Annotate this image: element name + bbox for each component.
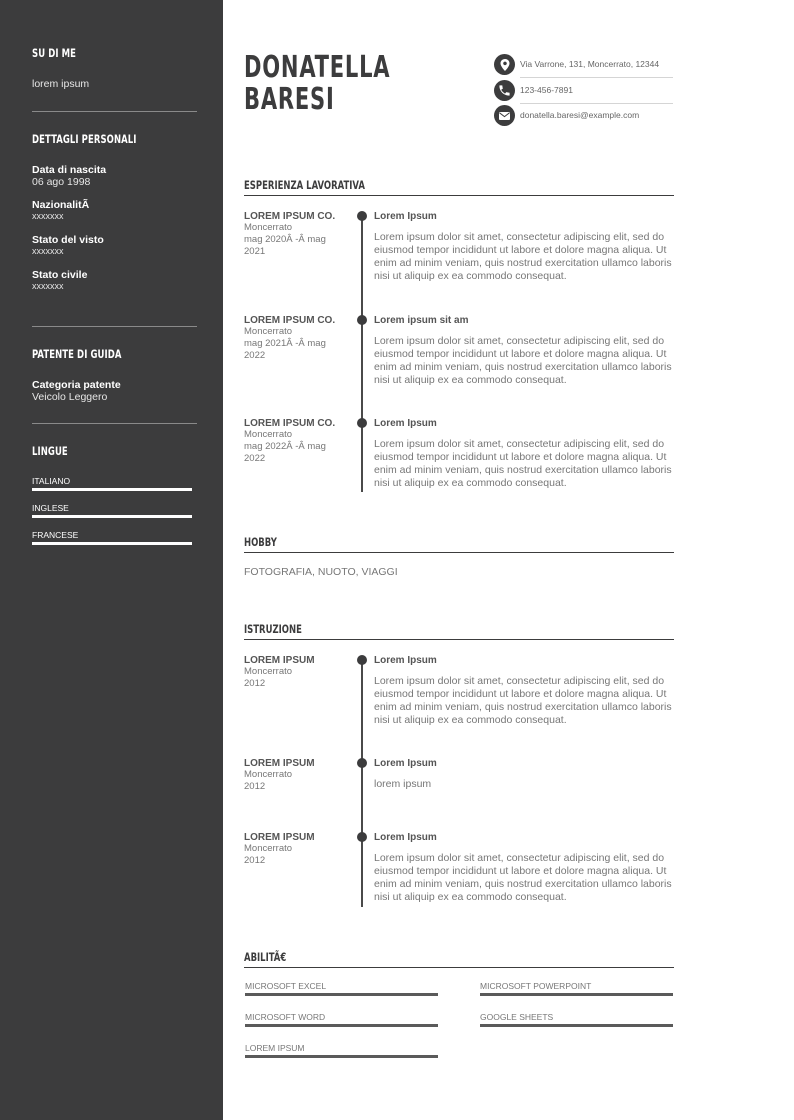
company-name: LOREM IPSUM CO. [244, 211, 336, 222]
graduation-year: 2012 [244, 855, 266, 866]
about-title: SU DI ME [32, 46, 76, 60]
skill-name: MICROSOFT EXCEL [245, 981, 327, 991]
field-label: Data di nascita [32, 164, 107, 176]
skill-level-bar [245, 1024, 438, 1027]
skill-item [480, 1012, 673, 1022]
degree-description: Lorem ipsum dolor sit amet, consectetur adipiscing elit, sed do eiusmod tempor incididunt ut labore et dolore magna aliqua. Ut enim ad minim veniam, quis nostrud exercitation ullamco laboris nisi ut aliquip ex ea commodo consequat. [374, 675, 672, 726]
phone-text[interactable]: 123-456-7891 [520, 85, 573, 95]
skill-item [245, 1043, 438, 1053]
language-level-bar [32, 515, 192, 518]
education-meta [244, 655, 349, 690]
about-section [32, 46, 197, 90]
language-item [32, 476, 192, 486]
section-rule [244, 967, 674, 968]
degree-title: Lorem Ipsum [374, 832, 437, 843]
skill-item [480, 981, 673, 991]
last-name: BARESI [244, 82, 335, 117]
education-detail [374, 758, 674, 791]
experience-meta [244, 211, 349, 258]
employment-dates: mag 2022Â -Â mag 2022 [244, 441, 326, 464]
section-rule [244, 639, 674, 640]
license-label: Categoria patente [32, 379, 121, 391]
employment-dates: mag 2021Â -Â mag 2022 [244, 338, 326, 361]
timeline-dot [357, 832, 367, 842]
experience-detail [374, 315, 674, 387]
address-text: Via Varrone, 131, Moncerrato, 12344 [520, 59, 660, 69]
skill-item [245, 1012, 438, 1022]
graduation-year: 2012 [244, 781, 266, 792]
hobby-text: FOTOGRAFIA, NUOTO, VIAGGI [244, 566, 398, 578]
candidate-name [244, 52, 390, 116]
skill-name: MICROSOFT POWERPOINT [480, 981, 592, 991]
personal-details-section [32, 132, 197, 291]
personal-details-title: DETTAGLI PERSONALI [32, 132, 137, 146]
experience-detail [374, 418, 674, 490]
contact-email [494, 105, 673, 130]
company-location: Moncerrato [244, 222, 293, 233]
about-text: lorem ipsum [32, 78, 90, 90]
job-description: Lorem ipsum dolor sit amet, consectetur adipiscing elit, sed do eiusmod tempor incididunt ut labore et dolore magna aliqua. Ut enim ad minim veniam, quis nostrud exercitation ullamco laboris nisi ut aliquip ex ea commodo consequat. [374, 231, 672, 282]
school-location: Moncerrato [244, 666, 293, 677]
skill-item [245, 981, 438, 991]
experience-detail [374, 211, 674, 283]
company-name: LOREM IPSUM CO. [244, 418, 336, 429]
skills-title: ABILITÃ€ [244, 950, 287, 964]
field-value: xxxxxxx [32, 211, 64, 221]
personal-field [32, 199, 197, 221]
skill-level-bar [245, 993, 438, 996]
education-detail [374, 655, 674, 727]
school-location: Moncerrato [244, 769, 293, 780]
license-title: PATENTE DI GUIDA [32, 347, 122, 361]
skill-level-bar [480, 1024, 673, 1027]
degree-title: Lorem Ipsum [374, 655, 437, 666]
graduation-year: 2012 [244, 678, 266, 689]
language-item [32, 503, 192, 513]
languages-title: LINGUE [32, 444, 68, 458]
skill-name: MICROSOFT WORD [245, 1012, 326, 1022]
personal-field [32, 269, 197, 291]
sidebar [0, 0, 223, 1120]
experience-timeline [361, 214, 363, 492]
degree-description: lorem ipsum [374, 778, 432, 790]
hobby-title: HOBBY [244, 535, 277, 549]
education-timeline [361, 658, 363, 907]
school-name: LOREM IPSUM [244, 758, 315, 769]
education-detail [374, 832, 674, 904]
company-location: Moncerrato [244, 429, 293, 440]
education-meta [244, 832, 349, 867]
language-item [32, 530, 192, 540]
job-title: Lorem ipsum sit am [374, 315, 469, 326]
timeline-dot [357, 655, 367, 665]
sidebar-divider [32, 111, 197, 112]
language-name: ITALIANO [32, 476, 71, 486]
personal-field [32, 234, 197, 256]
languages-section [32, 444, 197, 458]
location-pin-icon [494, 54, 515, 75]
first-name: DONATELLA [244, 50, 391, 85]
field-value: xxxxxxx [32, 246, 64, 256]
employment-dates: mag 2020Â -Â mag 2021 [244, 234, 326, 257]
experience-title: ESPERIENZA LAVORATIVA [244, 178, 365, 192]
contact-divider [520, 77, 673, 78]
field-label: Stato civile [32, 269, 88, 281]
license-section [32, 347, 197, 403]
sidebar-divider [32, 326, 197, 327]
job-title: Lorem Ipsum [374, 418, 437, 429]
phone-icon [494, 80, 515, 101]
language-name: INGLESE [32, 503, 69, 513]
education-title: ISTRUZIONE [244, 622, 302, 636]
job-description: Lorem ipsum dolor sit amet, consectetur adipiscing elit, sed do eiusmod tempor incididunt ut labore et dolore magna aliqua. Ut enim ad minim veniam, quis nostrud exercitation ullamco laboris nisi ut aliquip ex ea commodo consequat. [374, 335, 672, 386]
field-label: Stato del visto [32, 234, 104, 246]
job-title: Lorem Ipsum [374, 211, 437, 222]
personal-field [32, 164, 197, 188]
field-label: NazionalitÃ [32, 199, 90, 211]
timeline-dot [357, 211, 367, 221]
skill-name: GOOGLE SHEETS [480, 1012, 554, 1022]
language-name: FRANCESE [32, 530, 79, 540]
timeline-dot [357, 315, 367, 325]
license-value: Veicolo Leggero [32, 391, 108, 403]
contact-divider [520, 103, 673, 104]
degree-title: Lorem Ipsum [374, 758, 437, 769]
sidebar-divider [32, 423, 197, 424]
school-name: LOREM IPSUM [244, 832, 315, 843]
language-level-bar [32, 542, 192, 545]
contact-address [494, 54, 673, 79]
email-text[interactable]: donatella.baresi@example.com [520, 110, 640, 120]
field-value: 06 ago 1998 [32, 176, 91, 188]
experience-meta [244, 315, 349, 362]
section-rule [244, 552, 674, 553]
email-icon [494, 105, 515, 126]
degree-description: Lorem ipsum dolor sit amet, consectetur adipiscing elit, sed do eiusmod tempor incididunt ut labore et dolore magna aliqua. Ut enim ad minim veniam, quis nostrud exercitation ullamco laboris nisi ut aliquip ex ea commodo consequat. [374, 852, 672, 903]
job-description: Lorem ipsum dolor sit amet, consectetur adipiscing elit, sed do eiusmod tempor incididunt ut labore et dolore magna aliqua. Ut enim ad minim veniam, quis nostrud exercitation ullamco laboris nisi ut aliquip ex ea commodo consequat. [374, 438, 672, 489]
field-value: xxxxxxx [32, 281, 64, 291]
section-rule [244, 195, 674, 196]
education-meta [244, 758, 349, 793]
company-location: Moncerrato [244, 326, 293, 337]
timeline-dot [357, 758, 367, 768]
skill-level-bar [480, 993, 673, 996]
company-name: LOREM IPSUM CO. [244, 315, 336, 326]
language-level-bar [32, 488, 192, 491]
skill-level-bar [245, 1055, 438, 1058]
skill-name: LOREM IPSUM [245, 1043, 305, 1053]
timeline-dot [357, 418, 367, 428]
contact-phone [494, 80, 673, 105]
school-location: Moncerrato [244, 843, 293, 854]
school-name: LOREM IPSUM [244, 655, 315, 666]
experience-meta [244, 418, 349, 465]
